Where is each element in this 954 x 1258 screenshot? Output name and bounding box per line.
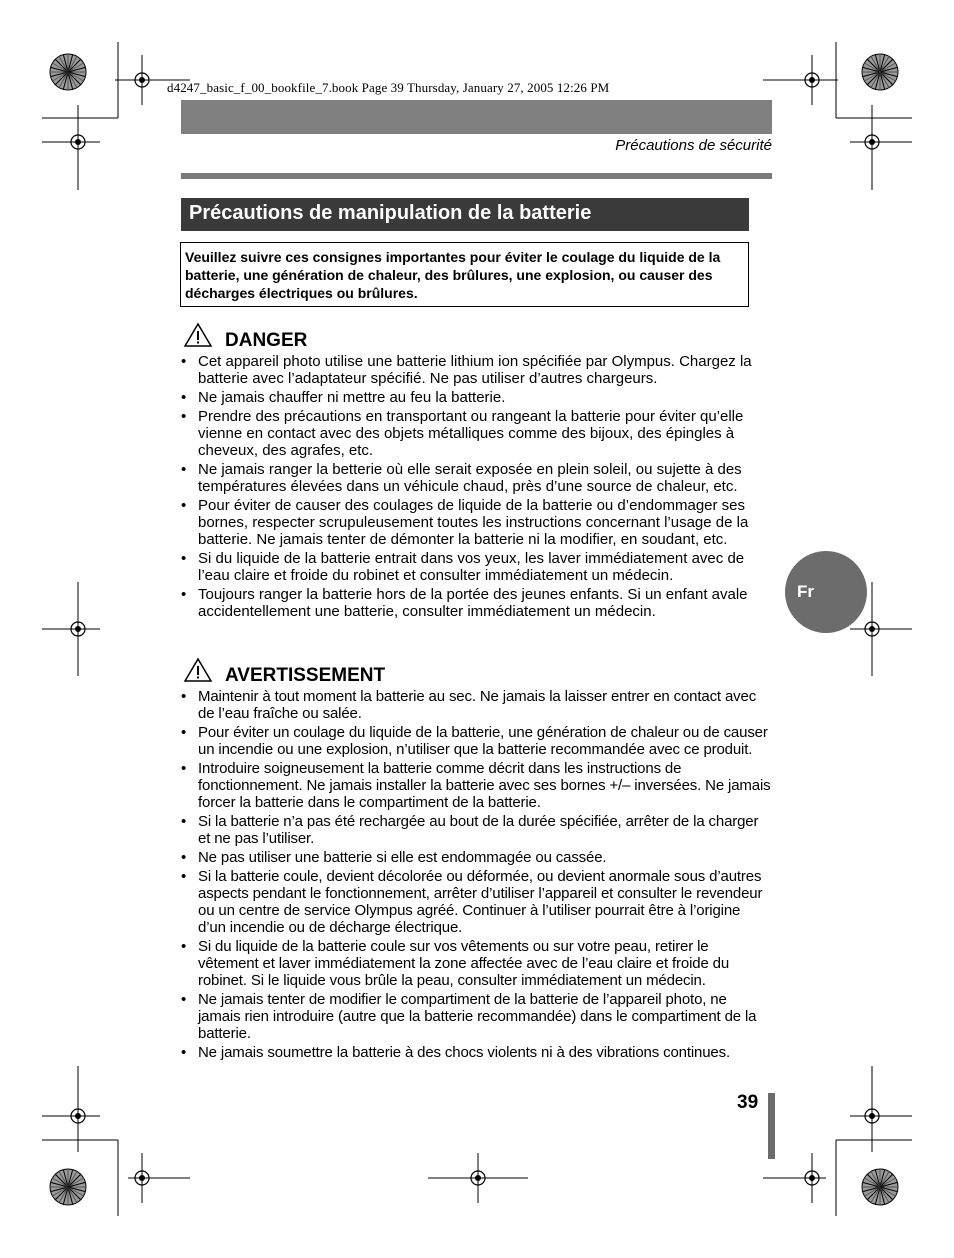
danger-heading (183, 322, 307, 354)
bullet-icon: • (181, 550, 187, 567)
book-header: d4247_basic_f_00_bookfile_7.book Page 39 Thursday, January 27, 2005 12:26 PM (167, 80, 610, 95)
page-number-bar (768, 1093, 775, 1159)
registration-star-icon (50, 1169, 86, 1205)
list-item-text: Introduire soigneusement la batterie comme décrit dans les instructions de fonctionnement. Ne jamais installer la batterie avec ses bornes +/– inversées. Ne jamais forcer la batterie dans le compartiment de la batterie. (198, 760, 771, 811)
list-item (181, 938, 771, 989)
intro-box: Veuillez suivre ces consignes importantes pour éviter le coulage du liquide de la batterie, une génération de chaleur, des brûlures, une explosion, ou causer des décharges électriques ou brûlures. (180, 242, 749, 307)
list-item (181, 991, 771, 1042)
page-number: 39 (737, 1092, 759, 1113)
list-item (181, 760, 771, 811)
bullet-icon: • (181, 688, 187, 705)
bullet-icon: • (181, 353, 187, 370)
danger-title: DANGER (225, 330, 308, 351)
header-bar (181, 100, 772, 134)
list-item-text: Ne jamais soumettre la batterie à des chocs violents ni à des vibrations continues. (198, 1044, 730, 1061)
list-item-text: Maintenir à tout moment la batterie au sec. Ne jamais la laisser entrer en contact avec de l’eau fraîche ou salée. (198, 688, 757, 722)
list-item-text: Si la batterie coule, devient décolorée ou déformée, ou devient anormale sous d’autres aspects pendant le fonctionnement, arrêter d’utiliser l’appareil et consulter le revendeur ou un centre de service Olympus agréé. Continuer à l’utiliser pourrait être à l’origine d’un incendie ou de décharge électrique. (198, 868, 763, 936)
avertissement-heading (183, 657, 385, 689)
bullet-icon: • (181, 461, 187, 478)
list-item-text: Prendre des précautions en transportant ou rangeant la batterie pour éviter qu’elle vienne en contact avec des objets métalliques comme des bijoux, des épingles à cheveux, des agrafes, etc. (198, 408, 744, 459)
list-item-text: Cet appareil photo utilise une batterie lithium ion spécifiée par Olympus. Chargez la batterie avec l’adaptateur spécifié. Ne pas utiliser d’autres chargeurs. (198, 353, 752, 387)
list-item-text: Si du liquide de la batterie coule sur vos vêtements ou sur votre peau, retirer le vêtement et laver immédiatement la zone affectée avec de l’eau claire et froide du robinet. Si le liquide vous brûle la peau, consulter immédiatement un médecin. (198, 938, 730, 989)
list-item-text: Ne jamais chauffer ni mettre au feu la batterie. (198, 389, 506, 406)
list-item-text: Ne pas utiliser une batterie si elle est endommagée ou cassée. (198, 849, 607, 866)
section-title: Précautions de manipulation de la batterie (181, 198, 749, 231)
language-tab-label: Fr (797, 582, 814, 601)
list-item (181, 550, 771, 584)
bullet-icon: • (181, 760, 187, 777)
bullet-icon: • (181, 724, 187, 741)
bullet-icon: • (181, 991, 187, 1008)
bullet-icon: • (181, 849, 187, 866)
list-item (181, 497, 771, 548)
running-head: Précautions de sécurité (615, 137, 772, 154)
warning-triangle-icon (183, 322, 213, 354)
list-item-text: Ne jamais ranger la betterie où elle serait exposée en plein soleil, ou sujette à des températures élevées dans un véhicule chaud, près d’une source de chaleur, etc. (198, 461, 742, 495)
bullet-icon: • (181, 938, 187, 955)
list-item (181, 353, 771, 387)
list-item (181, 688, 771, 722)
bullet-icon: • (181, 586, 187, 603)
bullet-icon: • (181, 1044, 187, 1061)
language-tab (785, 551, 867, 633)
danger-list (181, 353, 771, 622)
list-item (181, 724, 771, 758)
avertissement-title: AVERTISSEMENT (225, 665, 386, 686)
bullet-icon: • (181, 389, 187, 406)
list-item-text: Pour éviter de causer des coulages de liquide de la batterie ou d’endommager ses bornes, respecter scrupuleusement toutes les instructions concernant l’usage de la batterie. Ne jamais tenter de démonter la batterie ni la modifier, en soudant, etc. (198, 497, 749, 548)
list-item-text: Si la batterie n’a pas été rechargée au bout de la durée spécifiée, arrêter de la charger et ne pas l’utiliser. (198, 813, 759, 847)
list-item (181, 408, 771, 459)
registration-star-icon (862, 1169, 898, 1205)
list-item (181, 868, 771, 936)
list-item (181, 1044, 771, 1061)
list-item (181, 586, 771, 620)
bullet-icon: • (181, 408, 187, 425)
registration-star-icon (50, 54, 86, 90)
bullet-icon: • (181, 813, 187, 830)
bullet-icon: • (181, 868, 187, 885)
header-rule (181, 173, 772, 179)
list-item-text: Toujours ranger la batterie hors de la portée des jeunes enfants. Si un enfant avale accidentellement une batterie, consulter immédiatement un médecin. (198, 586, 748, 620)
list-item (181, 813, 771, 847)
list-item (181, 461, 771, 495)
list-item (181, 849, 771, 866)
registration-star-icon (862, 54, 898, 90)
list-item-text: Si du liquide de la batterie entrait dans vos yeux, les laver immédiatement avec de l’eau claire et froide du robinet et consulter immédiatement un médecin. (198, 550, 745, 584)
avertissement-list (181, 688, 771, 1063)
list-item-text: Pour éviter un coulage du liquide de la batterie, une génération de chaleur ou de causer un incendie ou une explosion, n’utiliser que la batterie recommandée avec ce produit. (198, 724, 768, 758)
list-item-text: Ne jamais tenter de modifier le compartiment de la batterie de l’appareil photo, ne jamais rien introduire (autre que la batterie recommandée) dans le compartiment de la batterie. (198, 991, 757, 1042)
list-item (181, 389, 771, 406)
warning-triangle-icon (183, 657, 213, 689)
bullet-icon: • (181, 497, 187, 514)
